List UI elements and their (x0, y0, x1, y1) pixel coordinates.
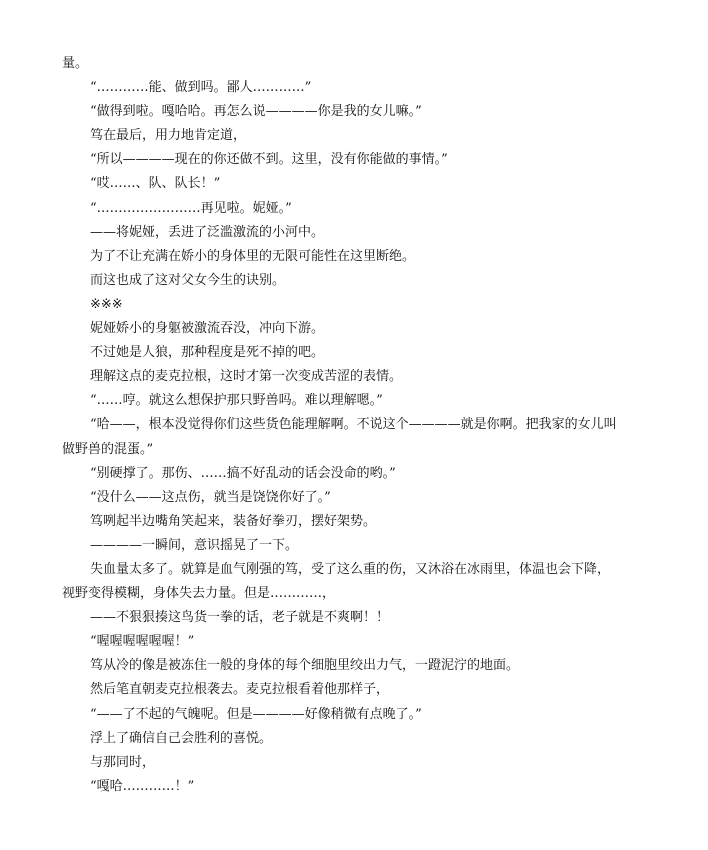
paragraph: 不过她是人狼，那种程度是死不掉的吧。 (90, 345, 325, 361)
paragraph: “——了不起的气魄呢。但是————好像稍微有点晚了。” (90, 706, 422, 722)
paragraph: “做得到啦。嘎哈哈。再怎么说————你是我的女儿嘛。” (90, 104, 422, 120)
paragraph: “……………………再见啦。妮娅。” (90, 200, 292, 216)
section-separator: ※※※ (90, 296, 123, 312)
paragraph: 然后笔直朝麦克拉根袭去。麦克拉根看着他那样子， (90, 682, 390, 698)
paragraph: 笃咧起半边嘴角笑起来，装备好拳刃，摆好架势。 (90, 513, 377, 529)
paragraph: “哈——，根本没觉得你们这些货色能理解啊。不说这个————就是你啊。把我家的女儿叫做野兽的混蛋。” (62, 417, 617, 457)
paragraph: “喔喔喔喔喔喔！” (90, 634, 195, 650)
paragraph: 失血量太多了。就算是血气刚强的笃，受了这么重的伤，又沐浴在冰雨里，体温也会下降，视野变得模糊，身体失去力量。但是…………， (62, 561, 611, 602)
paragraph: 而这也成了这对父女今生的诀别。 (90, 272, 286, 288)
paragraph: 为了不让充满在娇小的身体里的无限可能性在这里断绝。 (90, 248, 416, 264)
paragraph: “嘎哈…………！” (90, 778, 195, 794)
paragraph: “没什么——这点伤，就当是饶饶你好了。” (90, 489, 331, 505)
paragraph: 妮娅娇小的身躯被激流吞没，冲向下游。 (90, 321, 325, 337)
paragraph: “所以————现在的你还做不到。这里，没有你能做的事情。” (90, 152, 448, 168)
paragraph: 浮上了确信自己会胜利的喜悦。 (90, 730, 273, 746)
paragraph: 量。 (62, 56, 89, 71)
paragraph: “……哼。就这么想保护那只野兽吗。难以理解嗯。” (90, 393, 383, 409)
paragraph: “…………能、做到吗。鄙人…………” (90, 80, 312, 96)
paragraph: 笃从冷的像是被冻住一般的身体的每个细胞里绞出力气，一蹬泥泞的地面。 (90, 658, 520, 674)
paragraph: “别硬撑了。那伤、……搞不好乱动的话会没命的哟。” (90, 465, 396, 481)
paragraph: ——将妮娅，丢进了泛滥激流的小河中。 (90, 224, 325, 240)
paragraph: 理解这点的麦克拉根，这时才第一次变成苦涩的表情。 (90, 369, 403, 385)
body-text (62, 52, 618, 799)
paragraph: 笃在最后，用力地肯定道， (90, 128, 247, 144)
paragraph: 与那同时， (90, 754, 156, 770)
paragraph: ————一瞬间，意识摇晃了一下。 (90, 537, 299, 553)
paragraph: “哎……、队、队长！” (90, 176, 221, 192)
paragraph: ——不狠狠揍这鸟货一拳的话，老子就是不爽啊！！ (90, 610, 390, 626)
